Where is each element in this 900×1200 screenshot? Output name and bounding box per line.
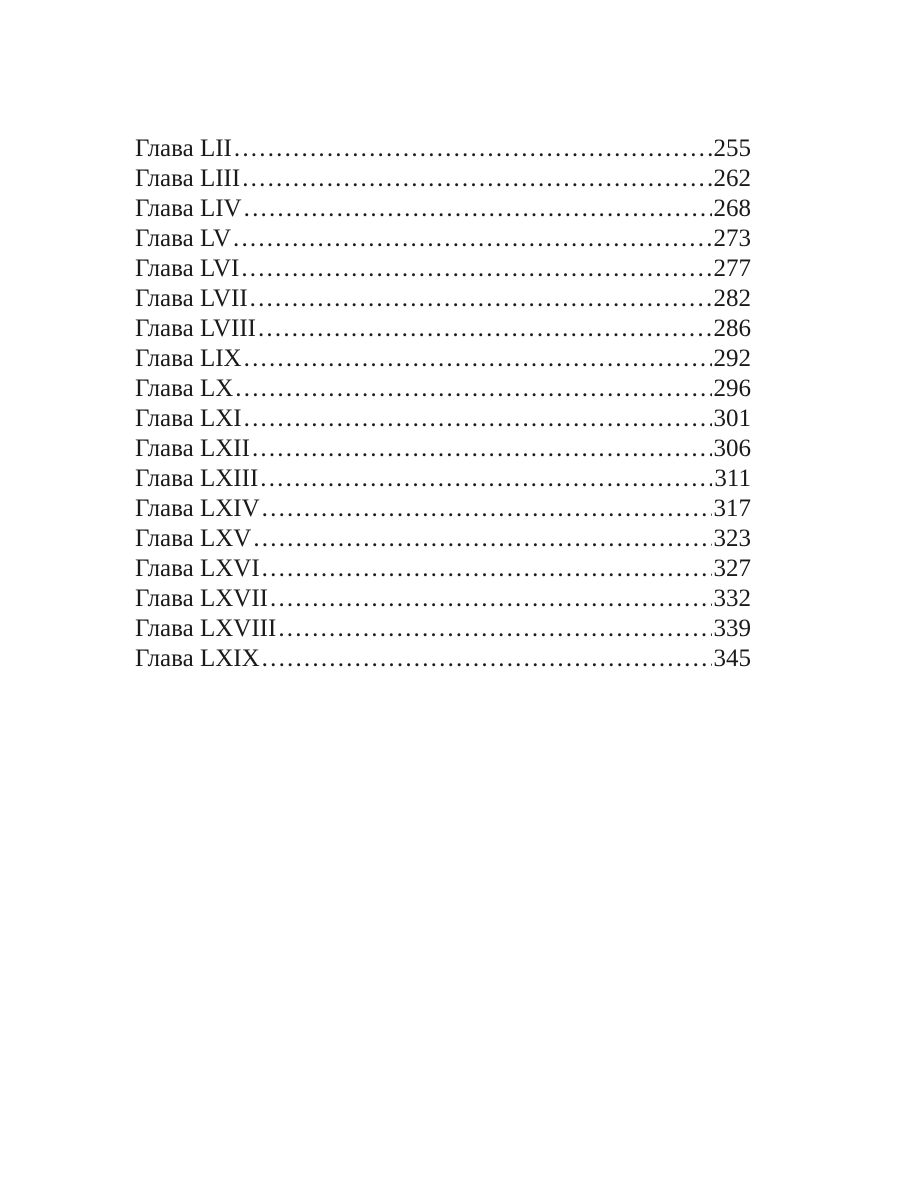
toc-entry-title: Глава LVIII	[135, 315, 256, 342]
dot-leader	[234, 134, 712, 164]
toc-entry	[135, 284, 751, 314]
toc-entry-title: Глава LVII	[135, 285, 248, 312]
toc-entry-page: 262	[713, 165, 751, 192]
dot-leader	[258, 314, 712, 344]
toc-entry-page: 268	[713, 195, 751, 222]
dot-leader	[270, 584, 712, 614]
toc-entry-page: 332	[713, 585, 751, 612]
toc-entry	[135, 464, 751, 494]
toc-entry	[135, 434, 751, 464]
toc-entry-page: 345	[713, 645, 751, 672]
dot-leader	[244, 194, 712, 224]
dot-leader	[241, 254, 711, 284]
toc-entry	[135, 614, 751, 644]
toc-entry-title: Глава LXIX	[135, 645, 260, 672]
dot-leader	[233, 224, 712, 254]
toc-entry	[135, 194, 751, 224]
toc-entry-page: 311	[714, 465, 751, 492]
toc-entry	[135, 314, 751, 344]
dot-leader	[262, 554, 712, 584]
toc-entry-title: Глава LII	[135, 135, 232, 162]
toc-entry-title: Глава LXVI	[135, 555, 260, 582]
toc-entry-title: Глава LX	[135, 375, 234, 402]
toc-entry-page: 306	[713, 435, 751, 462]
dot-leader	[242, 164, 711, 194]
toc-entry-title: Глава LIX	[135, 345, 242, 372]
toc-entry-page: 292	[713, 345, 751, 372]
toc-entry-title: Глава LXIV	[135, 495, 260, 522]
toc-entry	[135, 554, 751, 584]
toc-entry	[135, 344, 751, 374]
toc-entry-title: Глава LIV	[135, 195, 242, 222]
toc-entry	[135, 164, 751, 194]
table-of-contents	[135, 134, 751, 674]
toc-entry-title: Глава LXII	[135, 435, 250, 462]
dot-leader	[244, 404, 712, 434]
toc-entry-title: Глава LV	[135, 225, 231, 252]
dot-leader	[244, 344, 712, 374]
toc-entry-title: Глава LXV	[135, 525, 252, 552]
dot-leader	[278, 614, 711, 644]
toc-entry-page: 301	[713, 405, 751, 432]
dot-leader	[253, 524, 711, 554]
toc-entry-title: Глава LXVII	[135, 585, 268, 612]
toc-entry-page: 339	[713, 615, 751, 642]
toc-entry-page: 323	[713, 525, 751, 552]
toc-entry-title: Глава LVI	[135, 255, 240, 282]
toc-entry	[135, 254, 751, 284]
toc-entry-page: 273	[713, 225, 751, 252]
toc-entry	[135, 524, 751, 554]
toc-entry-title: Глава LXI	[135, 405, 242, 432]
dot-leader	[262, 644, 712, 674]
toc-entry-page: 255	[713, 135, 751, 162]
toc-entry-page: 317	[713, 495, 751, 522]
toc-entry	[135, 374, 751, 404]
dot-leader	[250, 284, 712, 314]
toc-entry-page: 296	[713, 375, 751, 402]
toc-entry-page: 282	[713, 285, 751, 312]
toc-entry	[135, 404, 751, 434]
dot-leader	[262, 494, 712, 524]
dot-leader	[235, 374, 711, 404]
toc-entry-page: 277	[713, 255, 751, 282]
toc-entry	[135, 224, 751, 254]
dot-leader	[260, 464, 712, 494]
toc-entry	[135, 644, 751, 674]
toc-entry	[135, 134, 751, 164]
dot-leader	[252, 434, 712, 464]
toc-entry	[135, 584, 751, 614]
toc-entry-title: Глава LXIII	[135, 465, 259, 492]
toc-entry	[135, 494, 751, 524]
toc-entry-page: 327	[713, 555, 751, 582]
toc-entry-page: 286	[713, 315, 751, 342]
toc-entry-title: Глава LXVIII	[135, 615, 277, 642]
toc-entry-title: Глава LIII	[135, 165, 241, 192]
